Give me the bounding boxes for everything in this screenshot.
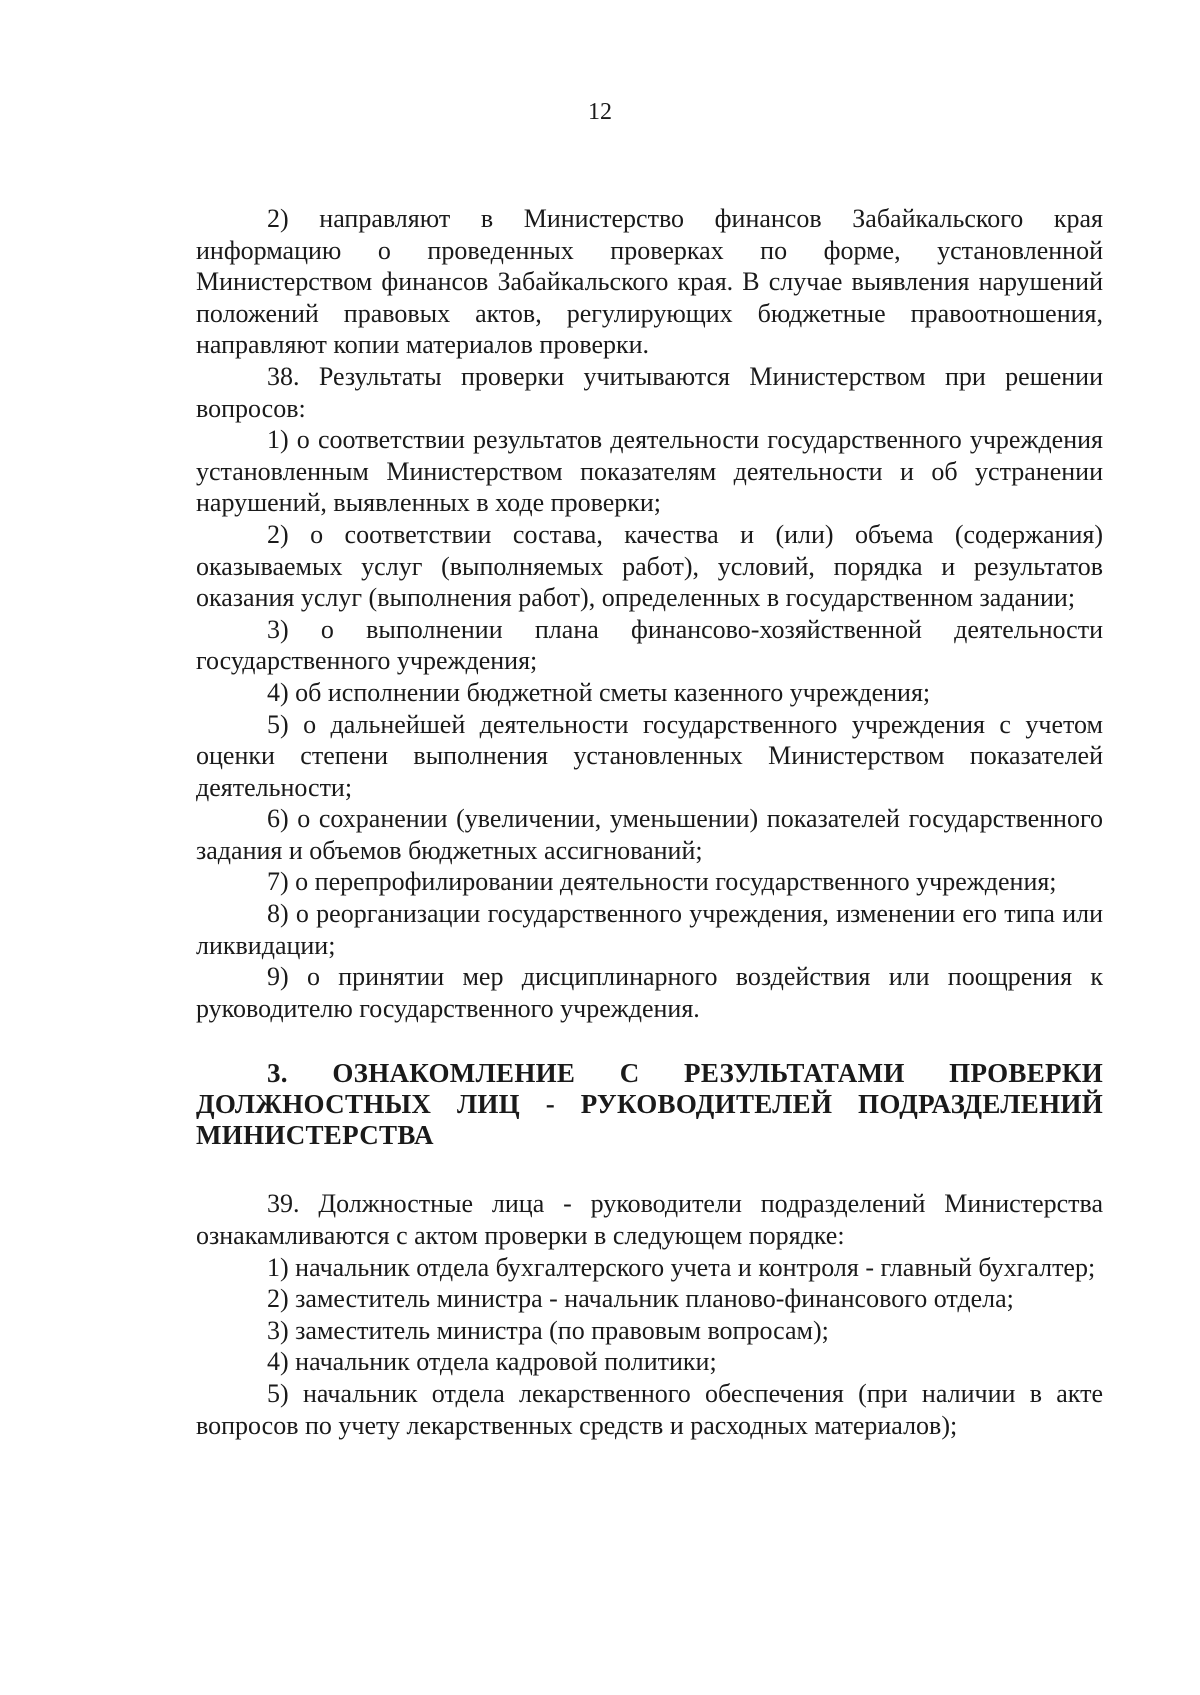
- paragraph-39-item-3: 3) заместитель министра (по правовым вопросам);: [267, 1315, 829, 1345]
- paragraph-38-item-1: 1) о соответствии результатов деятельности государственного учреждения установленным Министерством показателям деятельности и об устранении нарушений, выявленных в ходе проверки;: [196, 425, 1103, 518]
- paragraph-39-item-1: 1) начальник отдела бухгалтерского учета и контроля - главный бухгалтер;: [267, 1252, 1096, 1282]
- section-heading: 3. ОЗНАКОМЛЕНИЕ С РЕЗУЛЬТАТАМИ ПРОВЕРКИ ДОЛЖНОСТНЫХ ЛИЦ - РУКОВОДИТЕЛЕЙ ПОДРАЗДЕЛЕНИЙ МИНИСТЕРСТВА: [196, 1058, 1103, 1151]
- paragraph-39-item-2: 2) заместитель министра - начальник планово-финансового отдела;: [267, 1284, 1014, 1314]
- section-3: [196, 1188, 1103, 1441]
- paragraph-38: 38. Результаты проверки учитываются Министерством при решении вопросов:: [196, 361, 1103, 423]
- document-body: [196, 203, 1103, 1441]
- section-before: [196, 203, 1103, 1024]
- paragraph-39: 39. Должностные лица - руководители подразделений Министерства ознакамливаются с актом проверки в следующем порядке:: [196, 1189, 1103, 1251]
- page-number: 12: [588, 99, 612, 125]
- paragraph-38-item-2: 2) о соответствии состава, качества и (или) объема (содержания) оказываемых услуг (выполняемых работ), условий, порядка и результатов оказания услуг (выполнения работ), определенных в государственном задании;: [196, 519, 1103, 613]
- paragraph-38-item-3: 3) о выполнении плана финансово-хозяйственной деятельности государственного учреждения;: [196, 614, 1103, 676]
- paragraph-38-item-8: 8) о реорганизации государственного учреждения, изменении его типа или ликвидации;: [196, 899, 1103, 960]
- paragraph-38-item-6: 6) о сохранении (увеличении, уменьшении) показателей государственного задания и объемов бюджетных ассигнований;: [196, 804, 1103, 865]
- paragraph-39-item-4: 4) начальник отдела кадровой политики;: [267, 1347, 717, 1377]
- paragraph-38-item-4: 4) об исполнении бюджетной сметы казенного учреждения;: [267, 677, 931, 707]
- paragraph-38-item-7: 7) о перепрофилировании деятельности государственного учреждения;: [267, 867, 1057, 897]
- paragraph-38-item-5: 5) о дальнейшей деятельности государственного учреждения с учетом оценки степени выполнения установленных Министерством показателей деятельности;: [196, 709, 1103, 802]
- paragraph-38-item-9: 9) о принятии мер дисциплинарного воздействия или поощрения к руководителю государственного учреждения.: [196, 962, 1103, 1023]
- paragraph-37-item-2: 2) направляют в Министерство финансов Забайкальского края информацию о проведенных проверках по форме, установленной Министерством финансов Забайкальского края. В случае выявления нарушений положений правовых актов, регулирующих бюджетные правоотношения, направляют копии материалов проверки.: [196, 204, 1103, 360]
- paragraph-39-item-5: 5) начальник отдела лекарственного обеспечения (при наличии в акте вопросов по учету лекарственных средств и расходных материалов);: [196, 1379, 1103, 1440]
